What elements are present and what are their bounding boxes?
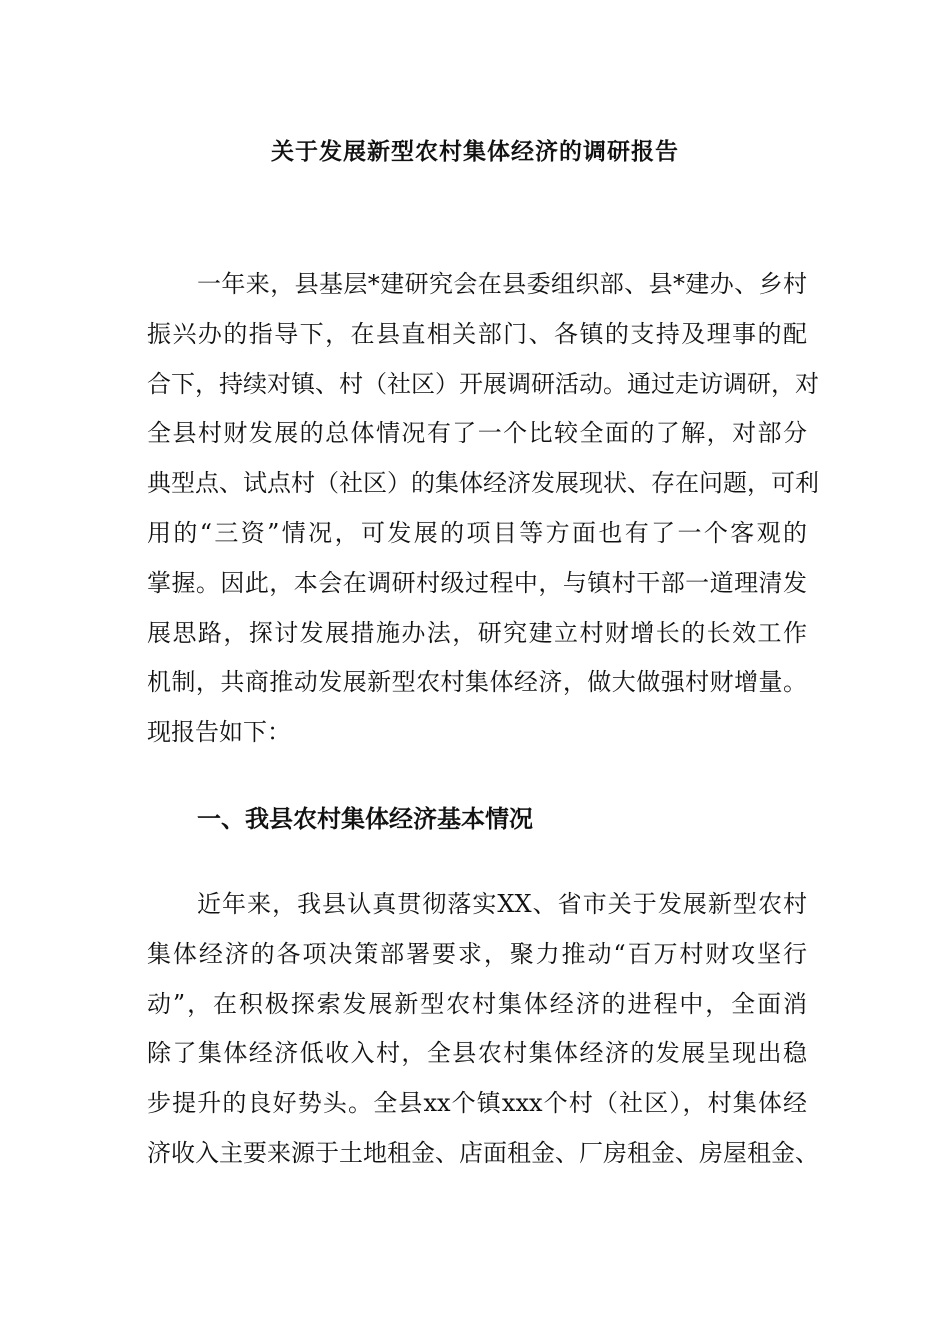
paragraph-line: 济收入主要来源于土地租金、店面租金、厂房租金、房屋租金、 — [147, 1138, 819, 1167]
paragraph-line: 近年来，我县认真贯彻落实XX、省市关于发展新型农村 — [197, 890, 807, 918]
intro-paragraph — [147, 260, 819, 758]
paragraph-line: 除了集体经济低收入村，全县农村集体经济的发展呈现出稳 — [147, 1039, 807, 1068]
document-title: 关于发展新型农村集体经济的调研报告 — [271, 138, 679, 165]
paragraph-line: 合下，持续对镇、村（社区）开展调研活动。通过走访调研，对 — [147, 369, 819, 398]
section-paragraph — [147, 880, 819, 1179]
paragraph-line: 步提升的良好势头。全县xx个镇xxx个村（社区），村集体经 — [147, 1089, 807, 1118]
paragraph-line: 动”，在积极探索发展新型农村集体经济的进程中，全面消 — [147, 989, 807, 1018]
paragraph-line: 展思路，探讨发展措施办法，研究建立村财增长的长效工作 — [147, 618, 807, 647]
paragraph-line: 现报告如下： — [147, 718, 291, 747]
paragraph-line: 集体经济的各项决策部署要求，聚力推动“百万村财攻坚行 — [147, 939, 807, 968]
section-heading: 一、我县农村集体经济基本情况 — [197, 804, 533, 833]
paragraph-line: 一年来，县基层*建研究会在县委组织部、县*建办、乡村 — [197, 270, 807, 298]
paragraph-line: 典型点、试点村（社区）的集体经济发展现状、存在问题，可利 — [147, 469, 819, 498]
paragraph-line: 全县村财发展的总体情况有了一个比较全面的了解，对部分 — [147, 419, 807, 448]
paragraph-line: 机制，共商推动发展新型农村集体经济，做大做强村财增量。 — [147, 668, 807, 697]
paragraph-line: 掌握。因此，本会在调研村级过程中，与镇村干部一道理清发 — [147, 568, 807, 597]
paragraph-line: 振兴办的指导下，在县直相关部门、各镇的支持及理事的配 — [147, 319, 807, 348]
paragraph-line: 用的“三资”情况，可发展的项目等方面也有了一个客观的 — [147, 518, 807, 547]
